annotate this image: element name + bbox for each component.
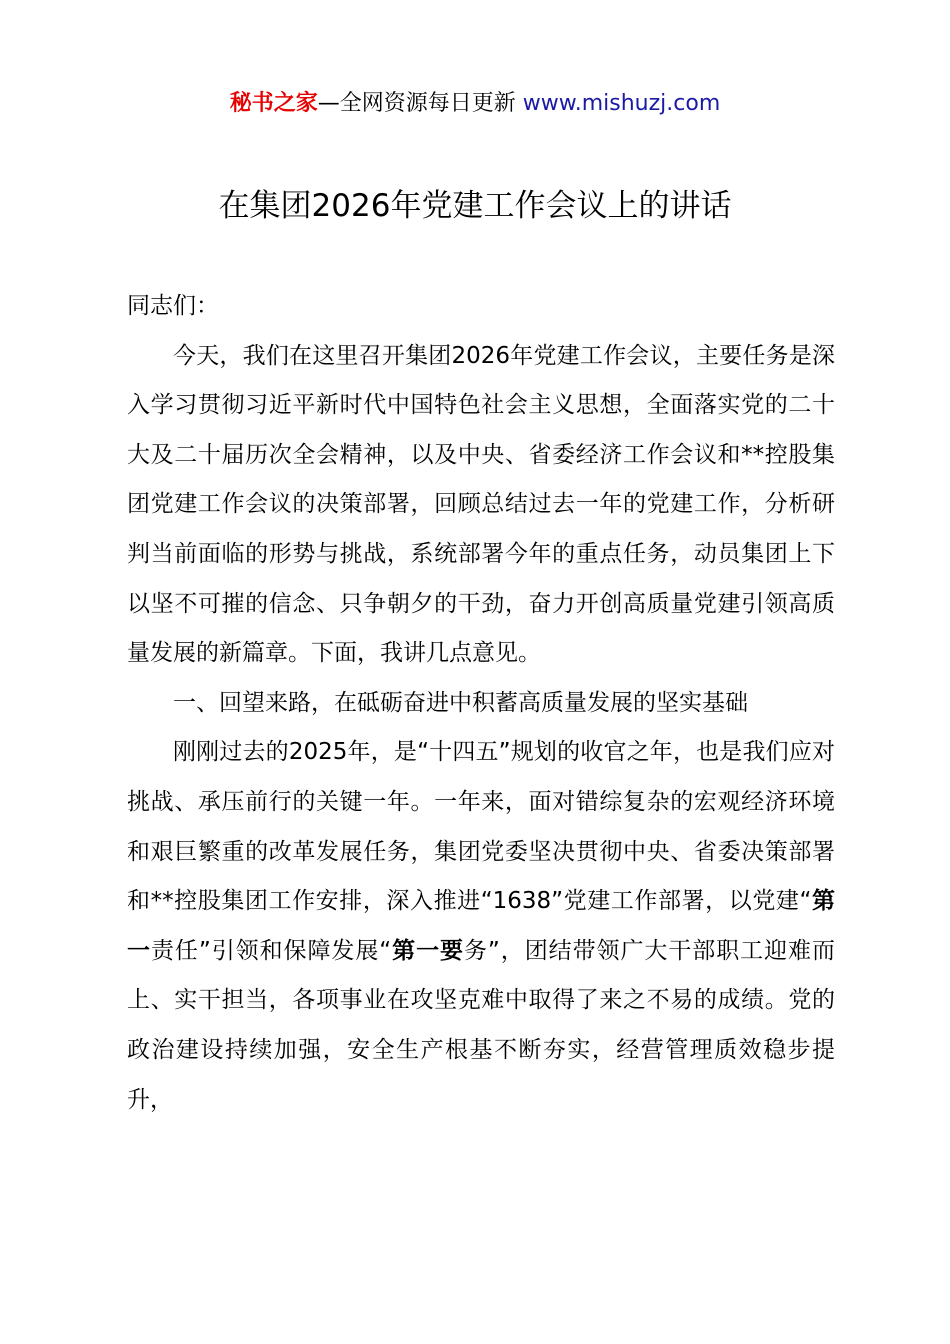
page-title: 在集团2026年党建工作会议上的讲话	[218, 188, 732, 224]
salutation: 同志们：	[127, 293, 219, 319]
paragraph-review-text-3: 务”，团结带领广大干部职工迎难而上、实干担当，各项事业在攻坚克难中取得了来之不易的成绩。党的政治建设持续加强，安全生产根基不断夯实，经营管理质效稳步提升，	[127, 937, 836, 1113]
bold-emphasis-2: 第一要	[391, 937, 464, 964]
section-heading-1: 一、回望来路，在砥砺奋进中积蓄高质量发展的坚实基础	[173, 689, 748, 716]
brand-name: 秘书之家	[229, 91, 318, 116]
header-tagline: —全网资源每日更新	[317, 91, 523, 116]
paragraph-review	[127, 728, 835, 1125]
site-url-link[interactable]: www.mishuzj.com	[522, 91, 721, 116]
document-body	[127, 282, 835, 1125]
paragraph-intro: 今天，我们在这里召开集团2026年党建工作会议，主要任务是深入学习贯彻习近平新时代中国特色社会主义思想，全面落实党的二十大及二十届历次全会精神，以及中央、省委经济工作会议和**控股集团党建工作会议的决策部署，回顾总结过去一年的党建工作，分析研判当前面临的形势与挑战，系统部署今年的重点任务，动员集团上下以坚不可摧的信念、只争朝夕的干劲，奋力开创高质量党建引领高质量发展的新篇章。下面，我讲几点意见。	[127, 342, 835, 667]
site-header	[0, 86, 950, 122]
bold-emphasis-1: 第一	[127, 888, 836, 964]
paragraph-review-text-1: 刚刚过去的2025年，是“十四五”规划的收官之年，也是我们应对挑战、承压前行的关键一年。一年来，面对错综复杂的宏观经济环境和艰巨繁重的改革发展任务，集团党委坚决贯彻中央、省委决策部署和**控股集团工作安排，深入推进“1638”党建工作部署，以党建“	[127, 739, 835, 915]
paragraph-review-text-2: 责任”引领和保障发展“	[150, 937, 392, 964]
